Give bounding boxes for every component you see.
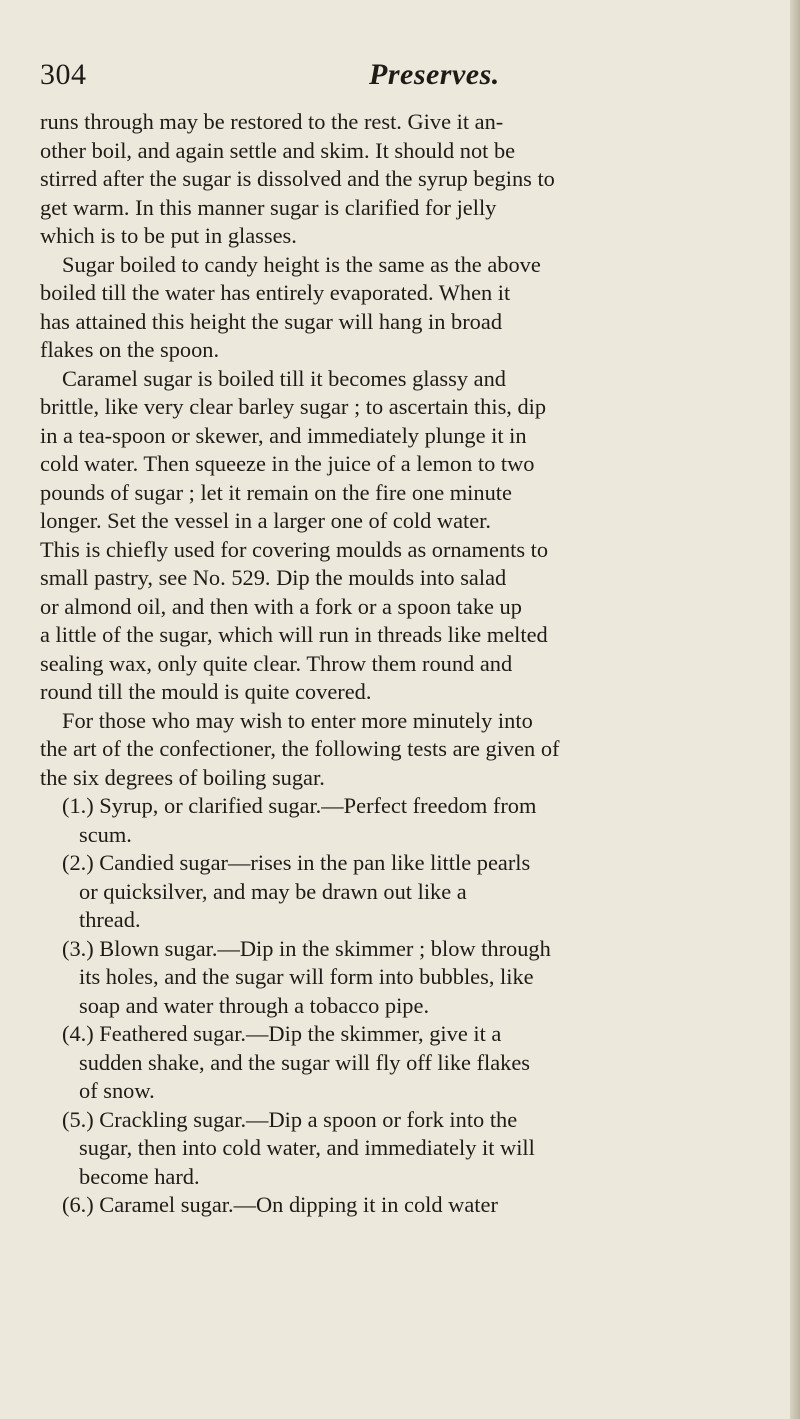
text-line: (2.) Candied sugar—rises in the pan like little pearls — [62, 850, 531, 875]
text-line: round till the mould is quite covered. — [40, 679, 372, 704]
text-line: other boil, and again settle and skim. It should not be — [40, 137, 516, 163]
text-line: small pastry, see No. 529. Dip the moulds into salad — [40, 565, 507, 590]
text-line: sugar, then into cold water, and immediately it will — [79, 1135, 535, 1160]
text-line: has attained this height the sugar will hang in broad — [40, 308, 503, 334]
text-line: get warm. In this manner sugar is clarified for jelly — [40, 194, 497, 220]
text-line: pounds of sugar ; let it remain on the fire one minute — [40, 479, 512, 505]
text-line: (3.) Blown sugar.—Dip in the skimmer ; blow through — [62, 935, 551, 961]
text-line: This is chiefly used for covering moulds as ornaments to — [40, 536, 549, 562]
text-line: longer. Set the vessel in a larger one of cold water. — [40, 508, 491, 533]
text-line: sealing wax, only quite clear. Throw them round and — [40, 650, 513, 676]
page-number: 304 — [40, 58, 87, 91]
text-line: or almond oil, and then with a fork or a spoon take up — [40, 593, 522, 619]
text-line: thread. — [79, 907, 141, 932]
page-header — [0, 58, 790, 98]
text-line: (1.) Syrup, or clarified sugar.—Perfect freedom from — [62, 793, 537, 818]
text-line: flakes on the spoon. — [40, 337, 220, 362]
text-line: cold water. Then squeeze in the juice of a lemon to two — [40, 451, 535, 476]
text-line: Sugar boiled to candy height is the same as the above — [62, 251, 541, 277]
text-line: of snow. — [79, 1078, 155, 1103]
text-line: become hard. — [79, 1163, 200, 1189]
text-line: in a tea-spoon or skewer, and immediately plunge it in — [40, 422, 527, 448]
text-line: its holes, and the sugar will form into bubbles, like — [79, 964, 534, 989]
text-line: Caramel sugar is boiled till it becomes glassy and — [62, 365, 506, 391]
text-line: runs through may be restored to the rest. Give it an- — [40, 109, 504, 134]
text-line: scum. — [79, 821, 132, 847]
page-edge — [790, 0, 800, 1419]
text-line: (5.) Crackling sugar.—Dip a spoon or fork into the — [62, 1106, 518, 1132]
text-line: brittle, like very clear barley sugar ; to ascertain this, dip — [40, 394, 547, 419]
text-line: For those who may wish to enter more minutely into — [62, 707, 533, 733]
running-title: Preserves. — [369, 58, 500, 91]
text-line: the six degrees of boiling sugar. — [40, 764, 325, 790]
text-line: (4.) Feathered sugar.—Dip the skimmer, give it a — [62, 1021, 502, 1046]
text-line: sudden shake, and the sugar will fly off like flakes — [79, 1049, 531, 1075]
text-line: (6.) Caramel sugar.—On dipping it in cold water — [62, 1192, 498, 1217]
text-line: soap and water through a tobacco pipe. — [79, 992, 430, 1018]
text-line: a little of the sugar, which will run in threads like melted — [40, 622, 548, 647]
body-text — [40, 108, 792, 1220]
text-line: the art of the confectioner, the following tests are given of — [40, 736, 560, 761]
text-line: boiled till the water has entirely evaporated. When it — [40, 280, 511, 305]
text-line: or quicksilver, and may be drawn out like a — [79, 878, 467, 904]
text-line: which is to be put in glasses. — [40, 223, 297, 248]
text-line: stirred after the sugar is dissolved and the syrup begins to — [40, 166, 555, 191]
